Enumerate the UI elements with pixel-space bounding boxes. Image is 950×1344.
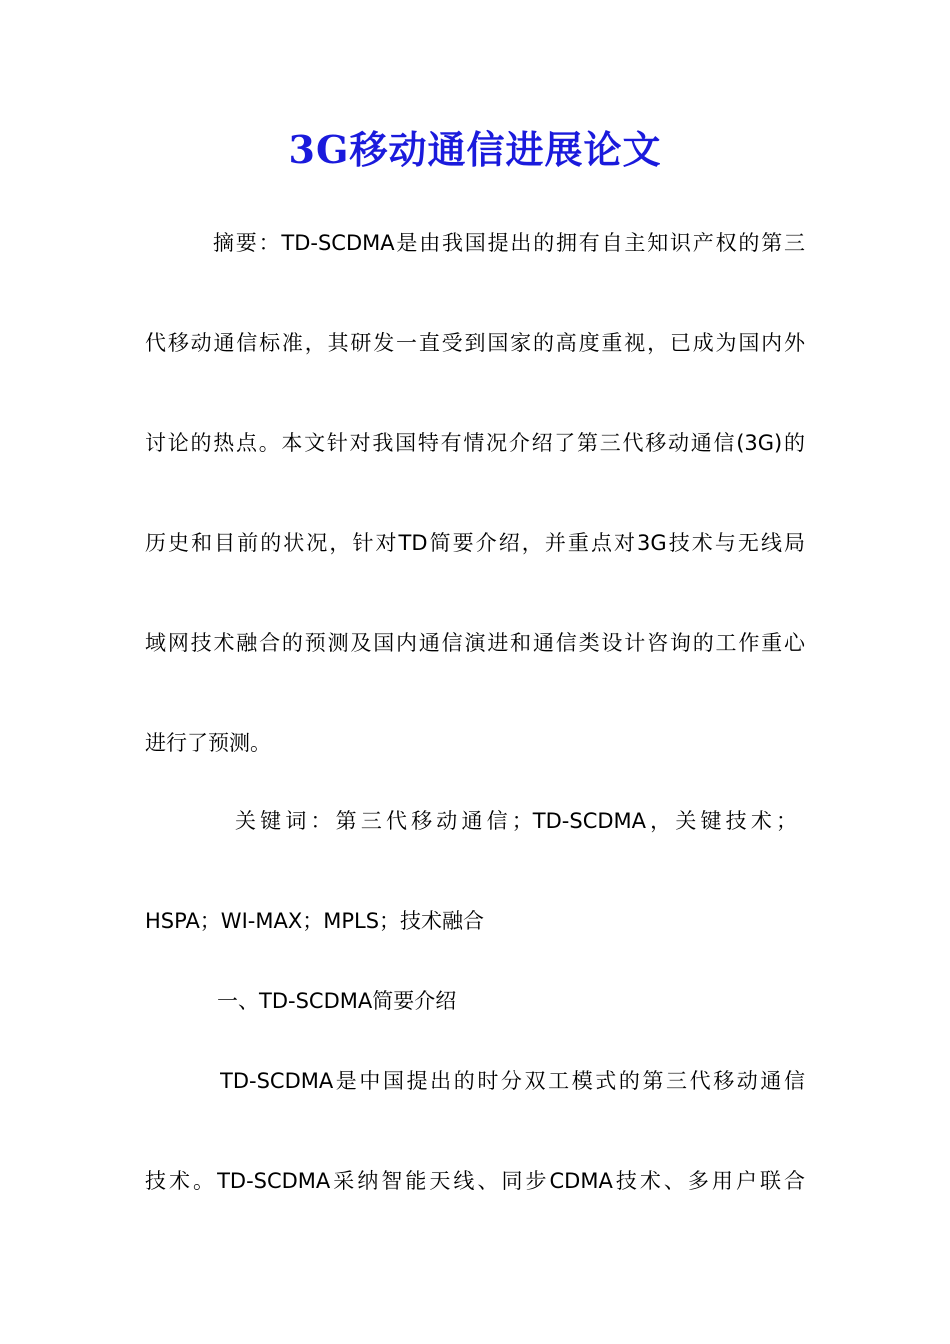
body-line-1: TD-SCDMA是中国提出的时分双工模式的第三代移动通信	[220, 1069, 805, 1093]
abstract-line-2: 代移动通信标准，其研发一直受到国家的高度重视，已成为国内外	[145, 331, 805, 355]
body-line-2: 技术。TD-SCDMA采纳智能天线、同步CDMA技术、多用户联合	[145, 1169, 805, 1193]
abstract-line-6: 进行了预测。	[145, 731, 271, 755]
keywords-line-1: 关键词：第三代移动通信；TD-SCDMA，关键技术；	[235, 809, 797, 833]
keywords-line-2: HSPA；WI-MAX；MPLS；技术融合	[145, 909, 485, 933]
section-heading: 一、TD-SCDMA简要介绍	[217, 989, 457, 1013]
abstract-line-5: 域网技术融合的预测及国内通信演进和通信类设计咨询的工作重心	[145, 631, 805, 655]
abstract-line-1: 摘要：TD-SCDMA是由我国提出的拥有自主知识产权的第三	[213, 231, 805, 255]
abstract-line-4: 历史和目前的状况，针对TD简要介绍，并重点对3G技术与无线局	[145, 531, 805, 555]
document-title: 3G移动通信进展论文	[288, 127, 662, 172]
abstract-line-3: 讨论的热点。本文针对我国特有情况介绍了第三代移动通信(3G)的	[145, 431, 805, 455]
